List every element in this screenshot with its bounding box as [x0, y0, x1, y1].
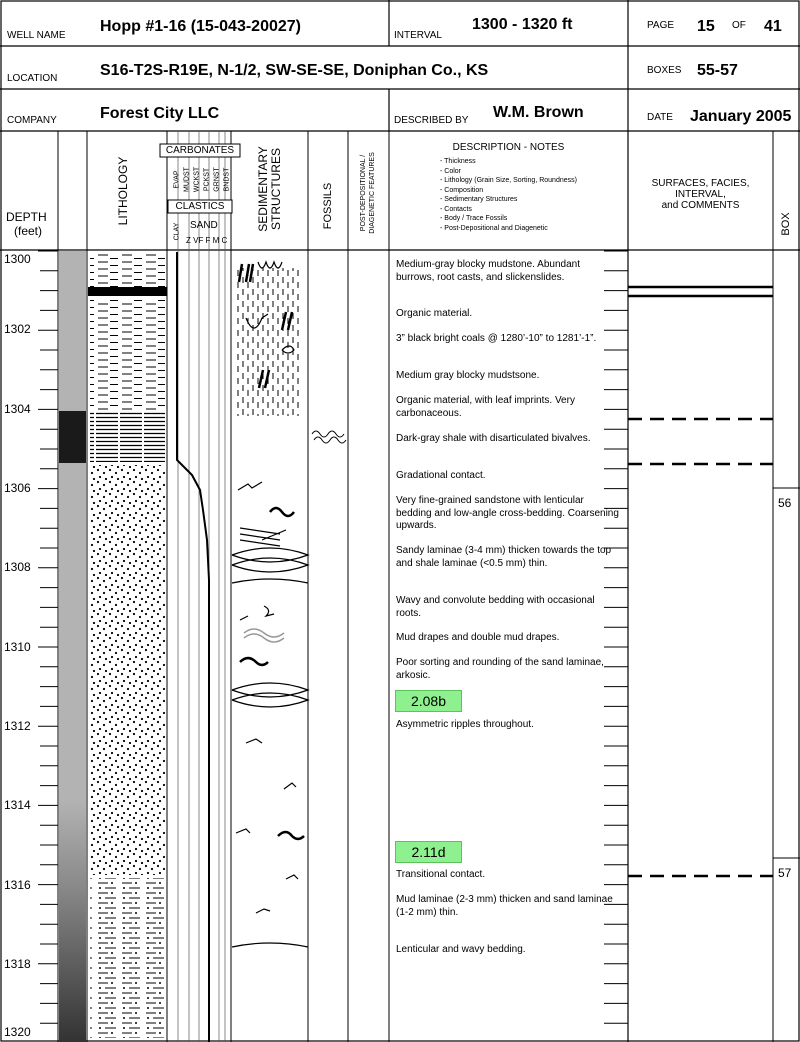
sed-header-line1: SEDIMENTARY [256, 146, 270, 232]
description-note: Gradational contact. [396, 470, 486, 481]
description-note: Dark-gray shale with disarticulated bivalves. [396, 433, 591, 444]
post-header-line1: POST-DEPOSITIONAL / [360, 154, 367, 232]
lithology-header: LITHOLOGY [116, 156, 130, 226]
depth-label: 1310 [4, 640, 31, 654]
description-note: Sandy laminae (3-4 mm) thicken towards the top and shale laminae (<0.5 mm) thin. [396, 545, 612, 569]
carb-type-bndst: BNDST [223, 167, 231, 192]
surfaces-header-line1: SURFACES, FACIES, [651, 178, 750, 189]
total-pages: 41 [764, 18, 782, 35]
sample-marker: 2.11d [395, 841, 462, 863]
depth-label: 1320 [4, 1025, 31, 1039]
company-label: COMPANY [7, 115, 57, 126]
carb-type-evap: EVAP [173, 170, 181, 189]
grain-size-labels: Z VF F M C [186, 236, 228, 245]
fossils-header: FOSSILS [322, 182, 334, 230]
interval-label: INTERVAL [394, 30, 442, 41]
description-note: Very fine-grained sandstone with lenticular bedding and low-angle cross-bedding. Coarsening upwards. [396, 495, 619, 531]
notes-list [440, 157, 577, 233]
post-depositional-header [359, 134, 377, 252]
depth-label: 1316 [4, 878, 31, 892]
description-note: 3” black bright coals @ 1280’-10” to 1281’-1”. [396, 333, 597, 344]
depth-label: 1300 [4, 252, 31, 266]
description-header: DESCRIPTION - NOTES [452, 142, 565, 153]
note-item: - Lithology (Grain Size, Sorting, Roundness) [440, 177, 577, 184]
of-label: OF [732, 20, 746, 31]
description-note: Transitional contact. [396, 869, 486, 880]
page-label: PAGE [647, 20, 675, 31]
carb-type-pckst: PCKST [203, 167, 211, 192]
described-by-value: W.M. Brown [493, 104, 584, 121]
carb-type-mudst: MUDST [183, 167, 191, 192]
depth-header [6, 210, 47, 238]
description-note: Mud laminae (2-3 mm) thicken and sand laminae (1-2 mm) thin. [396, 894, 613, 918]
description-note: Organic material. [396, 308, 473, 319]
depth-label: 1312 [4, 719, 31, 733]
depth-label: 1314 [4, 798, 31, 812]
date-value: January 2005 [690, 108, 792, 125]
description-note: Lenticular and wavy bedding. [396, 944, 526, 955]
depth-header-line2: (feet) [14, 224, 43, 238]
sed-structures-header [257, 129, 283, 249]
description-note: Organic material, with leaf imprints. Very carbonaceous. [396, 395, 575, 419]
description-note: Medium gray blocky mudstsone. [396, 370, 540, 381]
sample-marker: 2.08b [395, 690, 462, 712]
location-value: S16-T2S-R19E, N-1/2, SW-SE-SE, Doniphan Co., KS [100, 62, 489, 79]
sed-header-line2: STRUCTURES [269, 148, 283, 231]
carb-type-grnst: GRNST [213, 167, 221, 192]
carb-type-wckst: WCKST [193, 166, 201, 193]
well-name-label: WELL NAME [7, 30, 66, 41]
surfaces-header-line3: and COMMENTS [661, 200, 740, 211]
description-note: Wavy and convolute bedding with occasional roots. [396, 595, 595, 619]
box-number: 56 [778, 496, 792, 510]
depth-label: 1318 [4, 957, 31, 971]
boxes-value: 55-57 [697, 62, 738, 79]
surfaces-header [628, 178, 773, 211]
carbonates-header: CARBONATES [165, 145, 235, 156]
clay-label: CLAY [173, 222, 181, 241]
depth-label: 1304 [4, 402, 31, 416]
boxes-label: BOXES [647, 65, 682, 76]
page-number: 15 [697, 18, 715, 35]
depth-label: 1302 [4, 322, 31, 336]
description-note: Poor sorting and rounding of the sand laminae, arkosic. [396, 657, 604, 681]
note-item: - Contacts [440, 205, 472, 213]
depth-label: 1308 [4, 560, 31, 574]
location-label: LOCATION [7, 73, 58, 84]
date-label: DATE [647, 112, 673, 123]
description-note: Medium-gray blocky mudstone. Abundant burrows, root casts, and slickenslides. [396, 259, 580, 283]
note-item: - Sedimentary Structures [440, 196, 518, 203]
interval-value: 1300 - 1320 ft [472, 16, 573, 33]
surfaces-header-line2: INTERVAL, [675, 189, 726, 200]
box-header: BOX [780, 212, 792, 236]
company-value: Forest City LLC [100, 105, 220, 122]
post-header-line2: DIAGENETIC FEATURES [369, 152, 376, 234]
box-number: 57 [778, 866, 792, 880]
sand-label: SAND [190, 220, 218, 231]
depth-header-line1: DEPTH [6, 210, 47, 224]
note-item: - Body / Trace Fossils [440, 215, 508, 222]
description-note: Mud drapes and double mud drapes. [396, 632, 560, 643]
well-name: Hopp #1-16 (15-043-20027) [100, 18, 301, 35]
note-item: - Post-Depositional and Diagenetic [440, 224, 548, 232]
note-item: - Composition [440, 186, 484, 194]
described-by-label: DESCRIBED BY [394, 115, 469, 126]
depth-label: 1306 [4, 481, 31, 495]
note-item: - Color [440, 167, 462, 175]
description-note: Asymmetric ripples throughout. [396, 719, 534, 730]
note-item: - Thickness [440, 158, 476, 165]
clastics-header: CLASTICS [175, 201, 225, 212]
